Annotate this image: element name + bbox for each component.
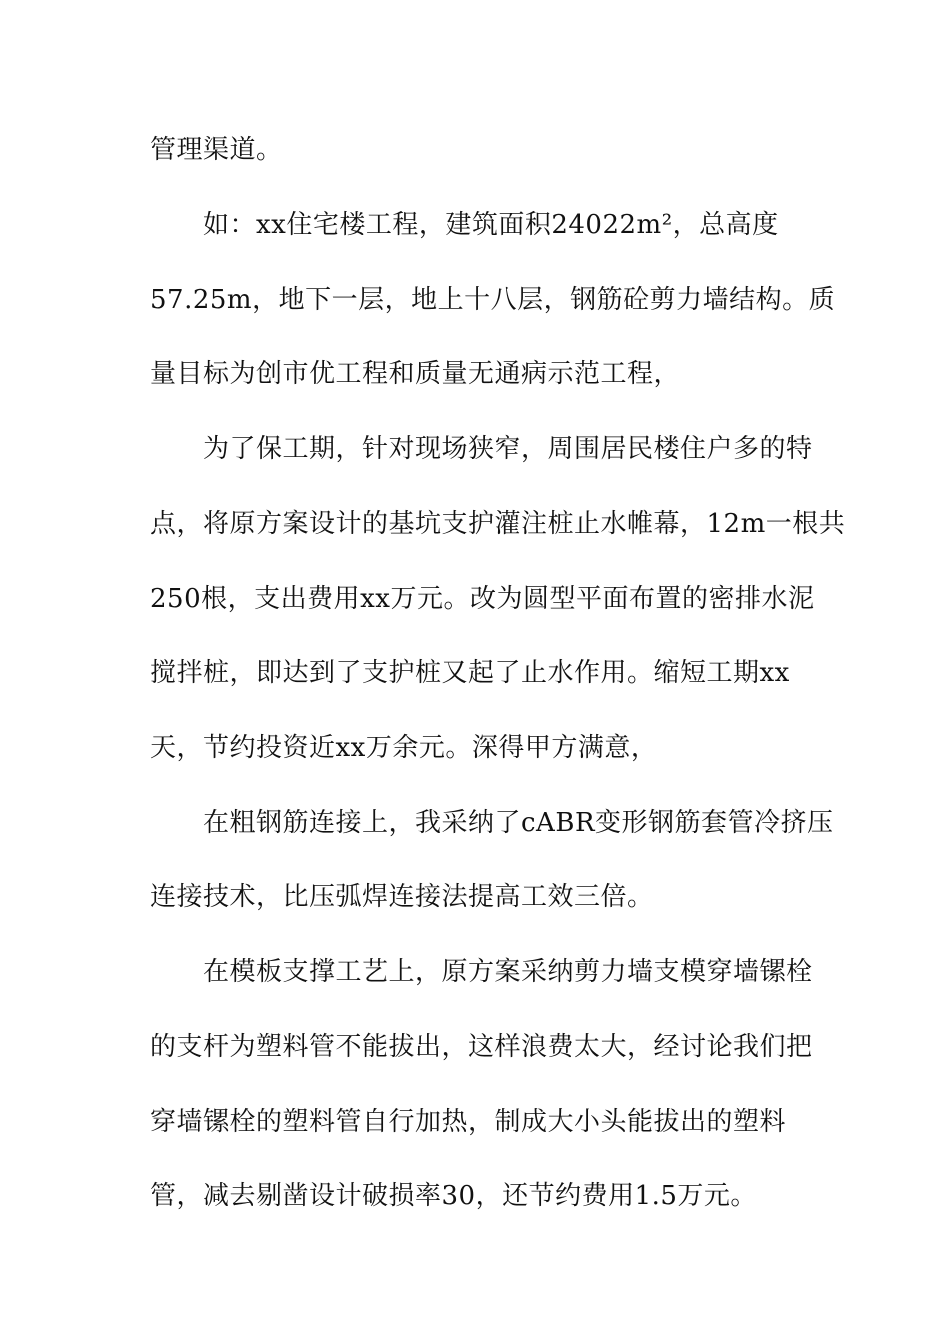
text-line: 57.25m，地下一层，地上十八层，钢筋砼剪力墙结构。质 xyxy=(150,285,836,315)
text-line: 在模板支撑工艺上，原方案采纳剪力墙支模穿墙镙栓 xyxy=(203,957,813,987)
text-line: 点，将原方案设计的基坑支护灌注桩止水帷幕，12m一根共 xyxy=(150,509,846,539)
text-line: 连接技术，比压弧焊连接法提高工效三倍。 xyxy=(150,882,654,912)
text-line: 在粗钢筋连接上，我采纳了cABR变形钢筋套管冷挤压 xyxy=(203,808,834,838)
text-line: 的支杆为塑料管不能拔出，这样浪费太大，经讨论我们把 xyxy=(150,1032,813,1062)
text-line: 250根，支出费用xx万元。改为圆型平面布置的密排水泥 xyxy=(150,584,815,614)
text-line: 穿墙镙栓的塑料管自行加热，制成大小头能拔出的塑料 xyxy=(150,1107,787,1137)
text-line: 管，减去剔凿设计破损率30，还节约费用1.5万元。 xyxy=(150,1181,757,1211)
text-line: 量目标为创市优工程和质量无通病示范工程， xyxy=(150,359,681,389)
text-line: 管理渠道。 xyxy=(150,135,283,165)
text-line: 如：xx住宅楼工程，建筑面积24022m²，总高度 xyxy=(203,210,779,240)
text-line: 为了保工期，针对现场狭窄，周围居民楼住户多的特 xyxy=(203,434,813,464)
text-line: 天，节约投资近xx万余元。深得甲方满意， xyxy=(150,733,658,763)
text-line: 搅拌桩，即达到了支护桩又起了止水作用。缩短工期xx xyxy=(150,658,790,688)
